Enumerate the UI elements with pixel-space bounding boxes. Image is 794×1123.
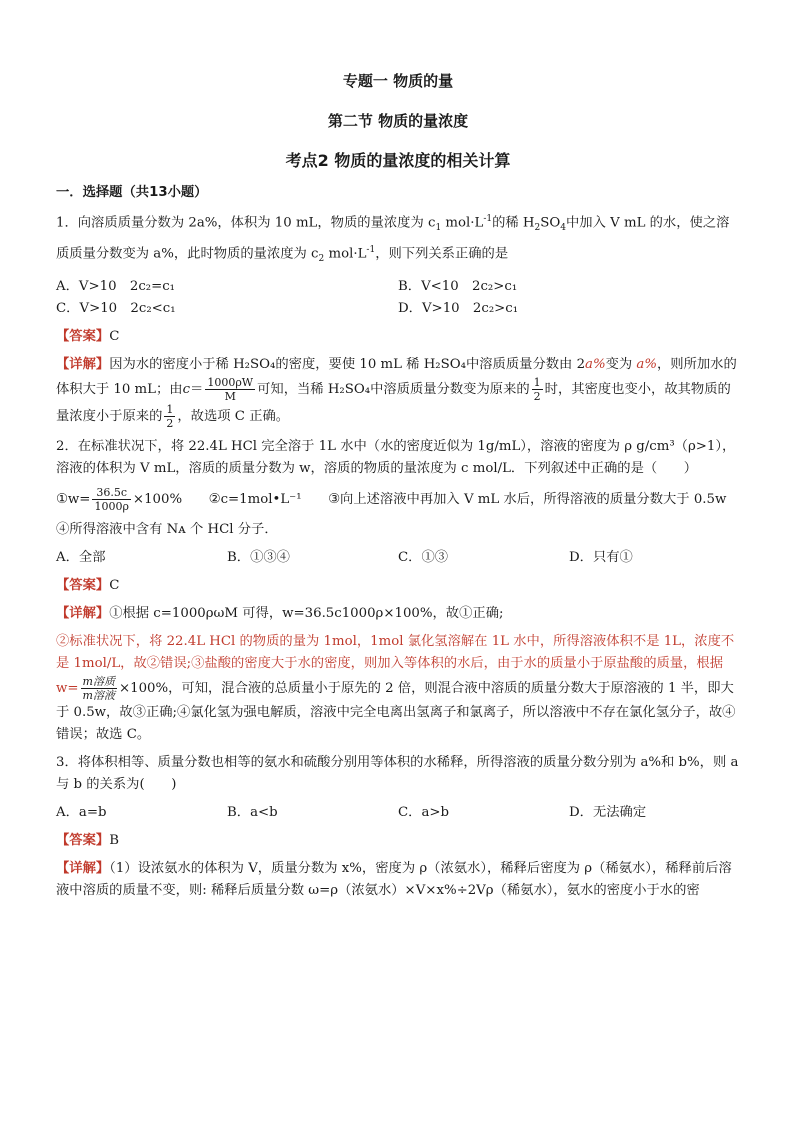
density-fraction: $\frac{1000\rho W}{M}$ bbox=[207, 376, 254, 404]
option-a: A．a=b bbox=[56, 805, 107, 821]
option-a: A．全部 bbox=[56, 550, 106, 566]
question-3-options bbox=[56, 802, 740, 824]
question-1 bbox=[56, 208, 740, 430]
question-1-stem: 1．向溶质质量分数为 2a%，体积为 10 mL，物质的量浓度为 $c_1$ $mol\cdot L^{-1}$的稀 $H_2SO_4$中加入 V mL 的水，使之溶质质量分数变为 a%，此时物质的量浓度为 $c_2$ $mol\cdot L^{-1}$，则下列关系正确的是 bbox=[56, 214, 730, 265]
question-2-stem: 2．在标准状况下，将 22.4L HCl 完全溶于 1L 水中（水的密度近似为 1g/mL），溶液的密度为 ρ g/cm³（ρ>1），溶液的体积为 V mL，溶质的质量分数为 w，溶质的物质的量浓度为 c mol/L．下列叙述中正确的是（ ） bbox=[56, 439, 736, 477]
option-b: B．a<b bbox=[227, 805, 278, 821]
half-fraction-2: $\frac{1}{2}$ bbox=[166, 403, 174, 431]
document-page bbox=[56, 70, 740, 908]
question-2-detail-1: 【详解】①根据 c=1000ρωM 可得，w=36.5c1000ρ×100%，故①正确; bbox=[56, 606, 504, 622]
mass-fraction: $\frac{36.5c}{1000\rho}$ bbox=[94, 486, 129, 514]
question-2-detail-2: ②标准状况下，将 22.4L HCl 的物质的量为 1mol，1mol 氯化氢溶解在 1L 水中，所得溶液体积不是 1L，浓度不是 1mol/L，故②错误;③盐酸的密度大于水的密度，则加入等体积的水后，由于水的质量小于原盐酸的质量，根据 w= $\frac{\text{m溶质}}{\text{m溶液}}$ ×100%，可知，混合液的总质量小于原先的 2 倍，则混合液中溶质的质量分数大于原溶液的 1 半，即大于 0.5w，故③正确;④氯化氢为强电解质，溶液中完全电离出氢离子和氯离子，所以溶液中不存在氯化氢分子，故④错误；故选 C。 bbox=[56, 634, 736, 743]
option-d: D．只有① bbox=[569, 550, 633, 566]
option-b: B．V<10 2c₂>c₁ bbox=[398, 279, 518, 295]
point-title: 考点2 物质的量浓度的相关计算 bbox=[285, 151, 511, 170]
option-c: C．a>b bbox=[398, 805, 450, 821]
question-section-heading: 一．选择题（共13小题） bbox=[56, 185, 208, 200]
option-c: C．①③ bbox=[398, 550, 449, 566]
question-2-answer: 【答案】C bbox=[56, 578, 120, 594]
w-fraction: $\frac{\text{m溶质}}{\text{m溶液}}$ bbox=[82, 675, 115, 703]
option-d: D．V>10 2c₂>c₁ bbox=[398, 301, 519, 317]
question-2 bbox=[56, 436, 740, 746]
question-2-statements: ①w= $\frac{36.5c}{1000\rho}$ ×100% ②c=1mol•L⁻¹ ③向上述溶液中再加入 V mL 水后，所得溶液的质量分数大于 0.5w bbox=[56, 486, 727, 514]
half-fraction: $\frac{1}{2}$ bbox=[533, 376, 541, 404]
question-2-statement-4: ④所得溶液中含有 Nᴀ 个 HCl 分子． bbox=[56, 522, 278, 538]
question-3-answer: 【答案】B bbox=[56, 833, 119, 849]
question-3-detail: 【详解】（1）设浓氨水的体积为 V，质量分数为 x%，密度为 ρ（浓氨水），稀释后密度为 ρ（稀氨水），稀释前后溶液中溶质的质量不变，则: 稀释后质量分数 ω=ρ（浓氨水）×V×x%÷2Vρ（稀氨水），氨水的密度小于水的密 bbox=[56, 861, 732, 899]
section-title: 第二节 物质的量浓度 bbox=[327, 112, 469, 130]
question-1-detail: 【详解】因为水的密度小于稀 H₂SO₄的密度，要使 10 mL 稀 H₂SO₄中溶质质量分数由 2a%变为 a%，则所加水的体积大于 10 mL；由c＝ $\frac{1000\rho W}{M}$ 可知，当稀 H₂SO₄中溶质质量分数变为原来的 $\frac{1}{2}$ 时，其密度也变小，故其物质的量浓度小于原来的 $\frac{1}{2}$ ，故选项 C 正确。 bbox=[56, 357, 737, 431]
option-a: A．V>10 2c₂=c₁ bbox=[56, 279, 176, 295]
question-1-answer: 【答案】C bbox=[56, 329, 120, 345]
option-c: C．V>10 2c₂<c₁ bbox=[56, 301, 176, 317]
topic-title: 专题一 物质的量 bbox=[342, 72, 454, 90]
option-d: D．无法确定 bbox=[569, 805, 647, 821]
option-b: B．①③④ bbox=[227, 550, 290, 566]
question-3 bbox=[56, 752, 740, 902]
question-3-stem: 3．将体积相等、质量分数也相等的氨水和硫酸分别用等体积的水稀释，所得溶液的质量分数分别为 a%和 b%，则 a 与 b 的关系为( ) bbox=[56, 755, 739, 793]
question-2-options bbox=[56, 547, 740, 569]
question-1-options bbox=[56, 276, 740, 320]
